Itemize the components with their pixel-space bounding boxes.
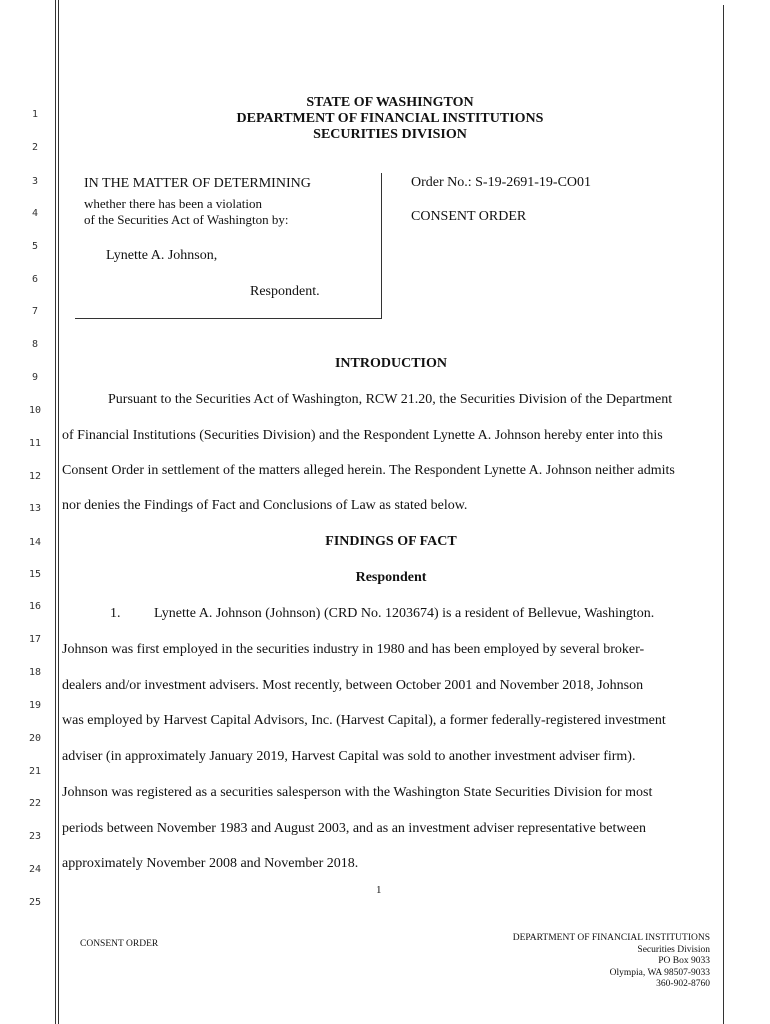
line-number: 16 <box>28 601 42 612</box>
footer-city: Olympia, WA 98507-9033 <box>609 967 710 978</box>
line-number: 21 <box>28 766 42 777</box>
page-number: 1 <box>376 884 382 896</box>
line-number: 7 <box>31 306 39 317</box>
line-number: 17 <box>28 634 42 645</box>
introduction-line: Consent Order in settlement of the matters alleged herein. The Respondent Lynette A. Johnson neither admits <box>62 463 675 478</box>
line-number: 5 <box>31 241 39 252</box>
introduction-heading: INTRODUCTION <box>334 356 447 371</box>
line-number: 2 <box>31 142 39 153</box>
findings-line: Johnson was registered as a securities salesperson with the Washington State Securities Division for most <box>62 785 653 800</box>
paragraph-number: 1. <box>110 606 121 621</box>
footer-phone: 360-902-8760 <box>656 979 710 989</box>
order-number: Order No.: S-19-2691-19-CO01 <box>411 175 592 190</box>
findings-line: periods between November 1983 and August 2003, and as an investment adviser representative between <box>62 821 646 836</box>
caption-vertical-rule <box>381 173 382 319</box>
introduction-line: of Financial Institutions (Securities Division) and the Respondent Lynette A. Johnson hereby enter into this <box>62 428 663 443</box>
header-department: DEPARTMENT OF FINANCIAL INSTITUTIONS <box>236 111 544 126</box>
findings-line: was employed by Harvest Capital Advisors, Inc. (Harvest Capital), a former federally-registered investment <box>62 713 666 728</box>
respondent-subheading: Respondent <box>355 570 427 585</box>
footer-document-title: CONSENT ORDER <box>80 939 159 949</box>
order-title: CONSENT ORDER <box>411 209 527 224</box>
footer-address-block <box>513 933 710 991</box>
line-number: 12 <box>28 471 42 482</box>
line-number: 1 <box>31 109 39 120</box>
agency-header <box>150 95 630 143</box>
line-number: 20 <box>28 733 42 744</box>
left-margin-rule-inner <box>58 0 59 1024</box>
introduction-line: nor denies the Findings of Fact and Conclusions of Law as stated below. <box>62 498 468 513</box>
left-margin-rule-outer <box>55 0 56 1024</box>
footer-division: Securities Division <box>637 944 710 955</box>
line-number: 18 <box>28 667 42 678</box>
line-number: 14 <box>28 537 42 548</box>
findings-line: approximately November 2008 and November 2018. <box>62 856 359 871</box>
caption-matter-line2: whether there has been a violation <box>84 196 262 211</box>
header-state: STATE OF WASHINGTON <box>306 95 474 110</box>
line-number: 3 <box>31 176 39 187</box>
header-division: SECURITIES DIVISION <box>313 127 467 142</box>
findings-line: Lynette A. Johnson (Johnson) (CRD No. 1203674) is a resident of Bellevue, Washington. <box>154 606 655 621</box>
line-number: 23 <box>28 831 42 842</box>
findings-line: adviser (in approximately January 2019, Harvest Capital was sold to another investment adviser firm). <box>62 749 636 764</box>
line-number: 8 <box>31 339 39 350</box>
findings-heading: FINDINGS OF FACT <box>325 534 457 549</box>
line-number: 22 <box>28 798 42 809</box>
introduction-line: Pursuant to the Securities Act of Washington, RCW 21.20, the Securities Division of the Department <box>108 392 673 407</box>
line-number: 15 <box>28 569 42 580</box>
findings-line: dealers and/or investment advisers. Most recently, between October 2001 and November 2018, Johnson <box>62 678 644 693</box>
caption-matter-line1: IN THE MATTER OF DETERMINING <box>84 176 311 191</box>
line-number: 25 <box>28 897 42 908</box>
right-margin-rule <box>723 5 724 1024</box>
caption-matter-line3: of the Securities Act of Washington by: <box>84 212 289 227</box>
caption-respondent-name: Lynette A. Johnson, <box>106 248 218 263</box>
line-number: 11 <box>28 438 42 449</box>
line-number: 6 <box>31 274 39 285</box>
footer-po-box: PO Box 9033 <box>658 956 710 966</box>
footer-department: DEPARTMENT OF FINANCIAL INSTITUTIONS <box>512 933 710 943</box>
line-number: 24 <box>28 864 42 875</box>
line-number: 19 <box>28 700 42 711</box>
line-number: 4 <box>31 208 39 219</box>
line-number: 13 <box>28 503 42 514</box>
findings-line: Johnson was first employed in the securities industry in 1980 and has been employed by several broker- <box>62 642 645 657</box>
caption-bottom-rule <box>75 318 382 319</box>
line-number: 9 <box>31 372 39 383</box>
line-number: 10 <box>28 405 42 416</box>
caption-respondent-label: Respondent. <box>250 284 320 299</box>
